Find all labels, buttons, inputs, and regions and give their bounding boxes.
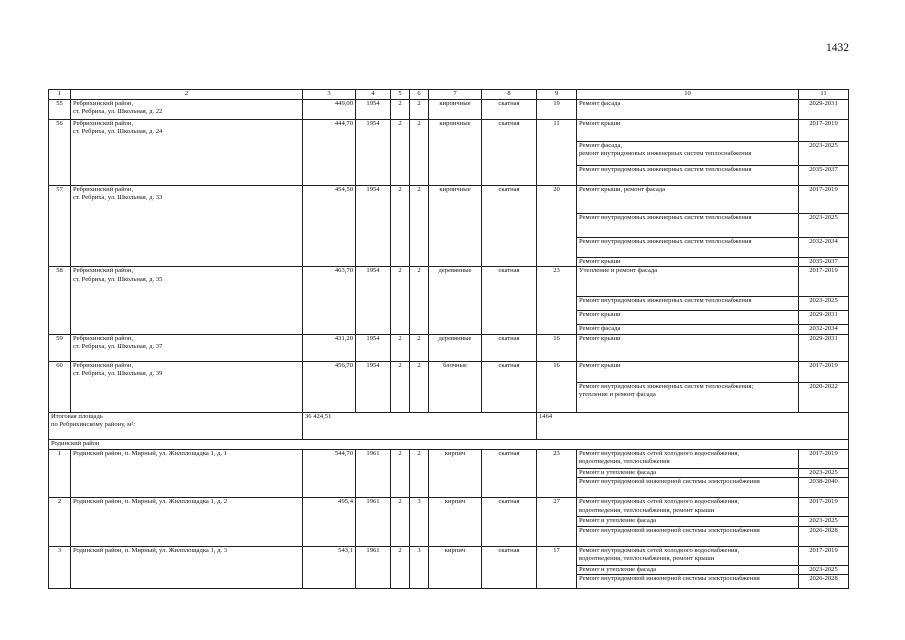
address-cell	[71, 119, 303, 185]
entrances-cell: 2	[410, 334, 429, 361]
period-cell: 2020-2022	[799, 382, 849, 412]
table-row	[49, 119, 849, 141]
area-cell: 495,4	[303, 498, 356, 547]
flats-cell: 16	[537, 361, 577, 412]
district-title: Родинский район	[49, 439, 849, 449]
entrances-cell: 3	[410, 546, 429, 589]
walls-cell: кирпичные	[429, 119, 482, 185]
floors-cell: 2	[391, 99, 410, 119]
row-number: 1	[49, 449, 71, 498]
table-row	[49, 449, 849, 468]
roof-cell: скатная	[482, 449, 537, 498]
period-cell: 2026-2028	[799, 575, 849, 589]
period-cell: 2032-2034	[799, 325, 849, 335]
table-row	[49, 498, 849, 517]
flats-cell: 16	[537, 334, 577, 361]
area-cell: 456,70	[303, 361, 356, 412]
roof-cell: скатная	[482, 185, 537, 267]
column-number: 1	[49, 90, 71, 100]
work-cell: Ремонт и утепление фасада	[577, 468, 799, 478]
period-cell: 2023-2025	[799, 141, 849, 165]
period-cell: 2023-2025	[799, 517, 849, 527]
flats-cell: 27	[537, 498, 577, 547]
work-cell	[577, 449, 799, 468]
entrances-cell: 2	[410, 449, 429, 498]
address-cell	[71, 334, 303, 361]
work-cell: Ремонт фасада	[577, 325, 799, 335]
period-cell: 2029-2031	[799, 311, 849, 325]
period-cell: 2017-2019	[799, 185, 849, 213]
period-cell: 2035-2037	[799, 165, 849, 185]
work-cell: Ремонт крыши	[577, 361, 799, 382]
table-row	[49, 99, 849, 119]
floors-cell: 2	[391, 546, 410, 589]
walls-cell: кирпич	[429, 498, 482, 547]
row-number: 2	[49, 498, 71, 547]
work-line: Ремонт фасада,	[579, 141, 623, 149]
address-cell	[71, 267, 303, 335]
period-cell: 2017-2019	[799, 119, 849, 141]
period-cell: 2023-2025	[799, 468, 849, 478]
address-line: Ребрихинский район,	[73, 334, 134, 342]
work-cell: Ремонт внутридомовых инженерных систем теплоснабжения	[577, 297, 799, 311]
row-number: 57	[49, 185, 71, 267]
period-cell: 2017-2019	[799, 449, 849, 468]
year-cell: 1961	[356, 498, 391, 547]
work-cell: Ремонт внутридомовых инженерных систем теплоснабжения	[577, 165, 799, 185]
roof-cell: скатная	[482, 361, 537, 412]
work-cell	[577, 546, 799, 565]
work-cell	[577, 382, 799, 412]
address-line: ст. Ребриха, ул. Школьная, д. 33	[73, 194, 163, 202]
column-number: 3	[303, 90, 356, 100]
roof-cell: скатная	[482, 334, 537, 361]
address-line: Ребрихинский район,	[73, 99, 134, 107]
work-cell: Ремонт крыши, ремонт фасада	[577, 185, 799, 213]
table-row	[49, 361, 849, 382]
total-label-line: по Ребрихинскому району, м²:	[51, 421, 136, 429]
address-line: Ребрихинский район,	[73, 267, 134, 275]
column-number: 7	[429, 90, 482, 100]
floors-cell: 2	[391, 119, 410, 185]
address-line: ст. Ребриха, ул. Школьная, д. 35	[73, 275, 163, 283]
period-cell: 2029-2031	[799, 334, 849, 361]
period-cell: 2038-2040	[799, 478, 849, 498]
year-cell: 1954	[356, 119, 391, 185]
row-number: 55	[49, 99, 71, 119]
area-cell: 544,70	[303, 449, 356, 498]
address-line: ст. Ребриха, ул. Школьная, д. 24	[73, 128, 163, 136]
flats-cell: 20	[537, 185, 577, 267]
total-label-line: Итоговая площадь	[51, 412, 103, 420]
row-number: 59	[49, 334, 71, 361]
address-line: Ребрихинский район,	[73, 119, 134, 127]
page-number: 1432	[826, 42, 849, 54]
walls-cell: деревянные	[429, 267, 482, 335]
walls-cell: блочные	[429, 361, 482, 412]
year-cell: 1954	[356, 267, 391, 335]
area-cell: 444,70	[303, 119, 356, 185]
period-cell: 2035-2037	[799, 257, 849, 267]
work-line: утепление и ремонт фасада	[579, 391, 656, 399]
address-cell: Родинский район, п. Мирный, ул. Жилплощадка 1, д. 2	[71, 498, 303, 547]
entrances-cell: 2	[410, 361, 429, 412]
address-line: ст. Ребриха, ул. Школьная, д. 22	[73, 108, 163, 116]
work-cell: Ремонт и утепление фасада	[577, 565, 799, 575]
work-cell: Ремонт внутридомовых инженерных систем теплоснабжения	[577, 213, 799, 237]
address-line: Ребрихинский район,	[73, 185, 134, 193]
roof-cell: скатная	[482, 546, 537, 589]
column-number: 11	[799, 90, 849, 100]
work-cell: Ремонт внутридомовой инженерной системы электроснабжения	[577, 478, 799, 498]
walls-cell: деревянные	[429, 334, 482, 361]
floors-cell: 2	[391, 334, 410, 361]
work-line: водоотведения, теплоснабжения	[579, 458, 670, 466]
flats-cell: 23	[537, 449, 577, 498]
walls-cell: кирпич	[429, 546, 482, 589]
work-cell: Ремонт фасада	[577, 99, 799, 119]
year-cell: 1954	[356, 185, 391, 267]
table-row	[49, 185, 849, 213]
total-label	[49, 412, 303, 439]
table-row	[49, 267, 849, 297]
entrances-cell: 2	[410, 99, 429, 119]
address-cell	[71, 185, 303, 267]
period-cell: 2017-2019	[799, 546, 849, 565]
work-cell: Ремонт внутридомовых инженерных систем теплоснабжения	[577, 237, 799, 257]
total-area: 36 424,51	[303, 412, 537, 439]
work-line: Ремонт внутридомовых сетей холодного водоснабжения,	[579, 449, 740, 457]
walls-cell: кирпич	[429, 449, 482, 498]
column-number: 10	[577, 90, 799, 100]
work-cell: Ремонт внутридомовой инженерной системы электроснабжения	[577, 526, 799, 546]
work-line: Ремонт внутридомовых инженерных систем теплоснабжения;	[579, 382, 754, 390]
area-cell: 454,50	[303, 185, 356, 267]
address-line: Ребрихинский район,	[73, 361, 134, 369]
work-line: Ремонт внутридомовых сетей холодного водоснабжения,	[579, 546, 740, 554]
column-number: 6	[410, 90, 429, 100]
total-row	[49, 412, 849, 439]
floors-cell: 2	[391, 185, 410, 267]
flats-cell: 17	[537, 546, 577, 589]
roof-cell: скатная	[482, 99, 537, 119]
floors-cell: 2	[391, 449, 410, 498]
flats-cell: 19	[537, 99, 577, 119]
district-row	[49, 439, 849, 449]
address-cell: Родинский район, п. Мирный, ул. Жилплощадка 1, д. 1	[71, 449, 303, 498]
work-cell	[577, 141, 799, 165]
entrances-cell: 3	[410, 498, 429, 547]
address-line: ст. Ребриха, ул. Школьная, д. 39	[73, 370, 163, 378]
walls-cell: кирпичные	[429, 185, 482, 267]
column-number: 9	[537, 90, 577, 100]
work-cell: Ремонт крыши	[577, 119, 799, 141]
area-cell: 431,20	[303, 334, 356, 361]
year-cell: 1954	[356, 334, 391, 361]
area-cell: 543,1	[303, 546, 356, 589]
work-line: водоотведения, теплоснабжения, ремонт крыши	[579, 506, 715, 514]
entrances-cell: 2	[410, 119, 429, 185]
table-row	[49, 334, 849, 361]
total-flats: 1464	[537, 412, 849, 439]
year-cell: 1954	[356, 99, 391, 119]
entrances-cell: 2	[410, 267, 429, 335]
work-cell: Ремонт и утепление фасада	[577, 517, 799, 527]
period-cell: 2017-2019	[799, 267, 849, 297]
row-number: 56	[49, 119, 71, 185]
roof-cell: скатная	[482, 498, 537, 547]
roof-cell: скатная	[482, 267, 537, 335]
period-cell: 2023-2025	[799, 213, 849, 237]
work-cell	[577, 498, 799, 517]
table-row	[49, 546, 849, 565]
year-cell: 1961	[356, 546, 391, 589]
repair-program-table	[48, 89, 849, 589]
area-cell: 463,70	[303, 267, 356, 335]
work-cell: Ремонт крыши	[577, 311, 799, 325]
row-number: 60	[49, 361, 71, 412]
flats-cell: 23	[537, 267, 577, 335]
entrances-cell: 2	[410, 185, 429, 267]
work-cell: Ремонт крыши	[577, 334, 799, 361]
address-cell	[71, 99, 303, 119]
work-line: ремонт внутридомовых инженерных систем теплоснабжения	[579, 150, 752, 158]
floors-cell: 2	[391, 361, 410, 412]
period-cell: 2026-2028	[799, 526, 849, 546]
period-cell: 2029-2031	[799, 99, 849, 119]
floors-cell: 2	[391, 498, 410, 547]
column-number: 4	[356, 90, 391, 100]
row-number: 3	[49, 546, 71, 589]
work-line: водоотведения, теплоснабжения, ремонт крыши	[579, 555, 715, 563]
period-cell: 2032-2034	[799, 237, 849, 257]
work-line: Ремонт внутридомовых сетей холодного водоснабжения,	[579, 498, 740, 506]
period-cell: 2017-2019	[799, 498, 849, 517]
work-cell: Ремонт крыши	[577, 257, 799, 267]
column-number: 5	[391, 90, 410, 100]
period-cell: 2023-2025	[799, 565, 849, 575]
work-cell: Ремонт внутридомовой инженерной системы электроснабжения	[577, 575, 799, 589]
address-cell: Родинский район, п. Мирный, ул. Жилплощадка 1, д. 3	[71, 546, 303, 589]
flats-cell: 11	[537, 119, 577, 185]
row-number: 58	[49, 267, 71, 335]
area-cell: 449,00	[303, 99, 356, 119]
column-number-row	[49, 90, 849, 100]
roof-cell: скатная	[482, 119, 537, 185]
column-number: 8	[482, 90, 537, 100]
address-cell	[71, 361, 303, 412]
year-cell: 1954	[356, 361, 391, 412]
address-line: ст. Ребриха, ул. Школьная, д. 37	[73, 343, 163, 351]
column-number: 2	[71, 90, 303, 100]
work-cell: Утепление и ремонт фасада	[577, 267, 799, 297]
period-cell: 2023-2025	[799, 297, 849, 311]
floors-cell: 2	[391, 267, 410, 335]
period-cell: 2017-2019	[799, 361, 849, 382]
year-cell: 1961	[356, 449, 391, 498]
walls-cell: кирпичные	[429, 99, 482, 119]
